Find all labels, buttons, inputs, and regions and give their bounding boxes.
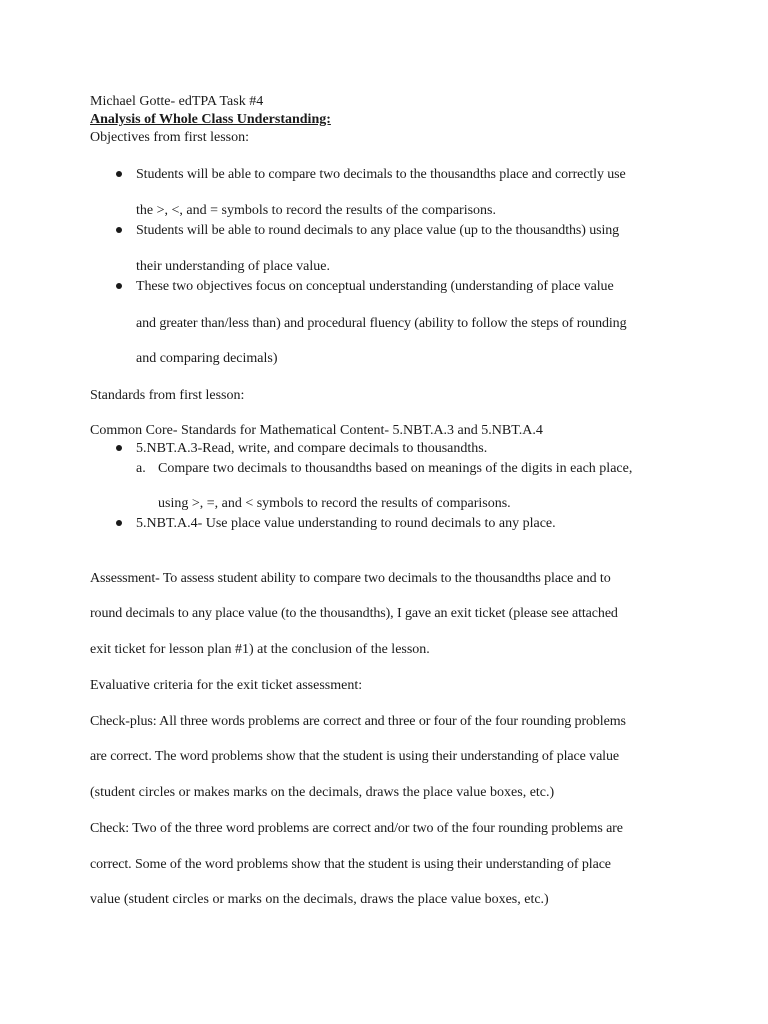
sub-item-line-1: Compare two decimals to thousandths based on meanings of the digits in each place, xyxy=(158,461,633,476)
bullet-icon xyxy=(116,440,124,448)
objective-2-line-1: Students will be able to round decimals to any place value (up to the thousandths) using xyxy=(136,223,620,238)
assessment-line-1: Assessment- To assess student ability to compare two decimals to the thousandths place and to xyxy=(90,571,611,586)
common-core-line: Common Core- Standards for Mathematical Content- 5.NBT.A.3 and 5.NBT.A.4 xyxy=(90,423,543,438)
bullet-icon xyxy=(116,222,124,230)
objective-1-line-1: Students will be able to compare two decimals to the thousandths place and correctly use xyxy=(136,167,626,182)
sub-item-marker: a. xyxy=(136,461,146,476)
check-plus-line-3: (student circles or makes marks on the decimals, draws the place value boxes, etc.) xyxy=(90,785,555,800)
bullet-icon xyxy=(116,166,124,174)
criteria-heading: Evaluative criteria for the exit ticket assessment: xyxy=(90,678,363,693)
standard-item-2: 5.NBT.A.4- Use place value understanding to round decimals to any place. xyxy=(136,516,556,531)
bullet-icon xyxy=(116,278,124,286)
document-title: Analysis of Whole Class Understanding: xyxy=(90,112,331,127)
bullet-icon xyxy=(116,515,124,523)
objective-3-line-1: These two objectives focus on conceptual understanding (understanding of place value xyxy=(136,279,614,294)
objective-1-line-2: the >, <, and = symbols to record the results of the comparisons. xyxy=(136,203,497,218)
check-line-2: correct. Some of the word problems show that the student is using their understanding of place xyxy=(90,857,611,872)
author-line: Michael Gotte- edTPA Task #4 xyxy=(90,94,264,109)
check-line-3: value (student circles or marks on the decimals, draws the place value boxes, etc.) xyxy=(90,892,549,907)
objective-3-line-3: and comparing decimals) xyxy=(136,351,278,366)
sub-item-line-2: using >, =, and < symbols to record the results of comparisons. xyxy=(158,496,511,511)
check-plus-line-1: Check-plus: All three words problems are correct and three or four of the four rounding problems xyxy=(90,714,626,729)
objective-3-line-2: and greater than/less than) and procedural fluency (ability to follow the steps of rounding xyxy=(136,316,627,331)
standards-heading: Standards from first lesson: xyxy=(90,388,245,403)
check-plus-line-2: are correct. The word problems show that the student is using their understanding of place value xyxy=(90,749,619,764)
objectives-heading: Objectives from first lesson: xyxy=(90,130,250,145)
check-line-1: Check: Two of the three word problems are correct and/or two of the four rounding problems are xyxy=(90,821,623,836)
objective-2-line-2: their understanding of place value. xyxy=(136,259,330,274)
assessment-line-3: exit ticket for lesson plan #1) at the conclusion of the lesson. xyxy=(90,642,430,657)
standard-item-1: 5.NBT.A.3-Read, write, and compare decimals to thousandths. xyxy=(136,441,488,456)
assessment-line-2: round decimals to any place value (to the thousandths), I gave an exit ticket (please see attached xyxy=(90,606,618,621)
